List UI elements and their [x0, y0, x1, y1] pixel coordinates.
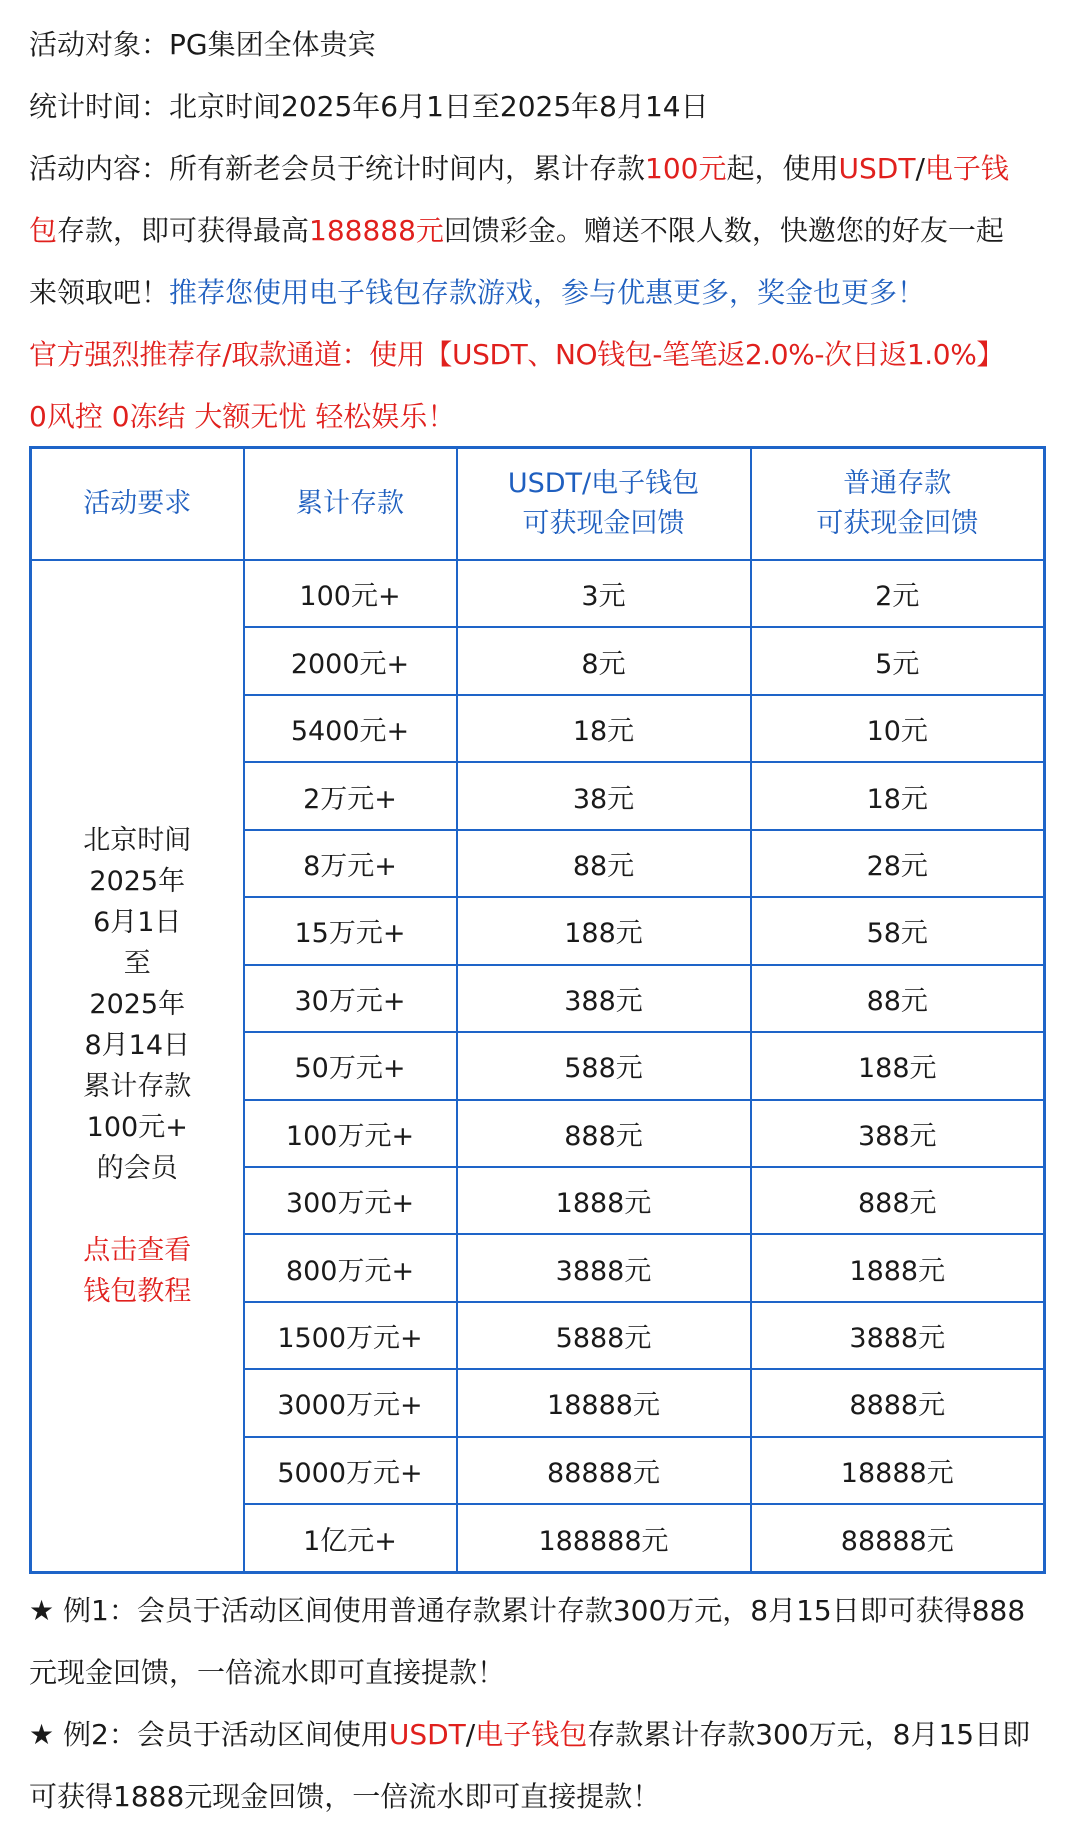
- usdt-reward-cell: 188888元: [457, 1504, 751, 1572]
- content-text: 所有新老会员于统计时间内，累计存款: [169, 152, 646, 185]
- usdt-reward-cell: 8元: [457, 627, 751, 694]
- example-2: [29, 1704, 1060, 1828]
- normal-reward-cell: 188元: [751, 1032, 1045, 1099]
- requirement-line: 2025年: [89, 989, 186, 1020]
- wallet-highlight: 电子钱: [924, 152, 1009, 185]
- deposit-cell: 1500万元+: [244, 1302, 457, 1369]
- usdt-reward-cell: 1888元: [457, 1167, 751, 1234]
- deposit-cell: 2000元+: [244, 627, 457, 694]
- usdt-reward-cell: 88888元: [457, 1437, 751, 1504]
- max-amount: 188888元: [309, 214, 444, 247]
- deposit-cell: 3000万元+: [244, 1369, 457, 1436]
- official-line-1: 官方强烈推荐存/取款通道：使用【USDT、NO钱包-笔笔返2.0%-次日返1.0%】: [29, 338, 1005, 371]
- header-requirement: 活动要求: [31, 448, 244, 561]
- usdt-reward-cell: 3888元: [457, 1234, 751, 1301]
- example-text: 存款累计存款300万元，8月15日即: [587, 1718, 1031, 1751]
- wallet-highlight: 包: [29, 214, 58, 247]
- content-text: 存款，即可获得最高: [57, 214, 310, 247]
- usdt-highlight: USDT: [388, 1718, 466, 1751]
- header-usdt-line2: 可获现金回馈: [522, 508, 685, 539]
- normal-reward-cell: 18888元: [751, 1437, 1045, 1504]
- deposit-cell: 8万元+: [244, 830, 457, 897]
- normal-reward-cell: 888元: [751, 1167, 1045, 1234]
- requirement-line: 至: [123, 948, 151, 979]
- table-row: [31, 560, 1045, 627]
- normal-reward-cell: 3888元: [751, 1302, 1045, 1369]
- requirement-line: 6月1日: [93, 907, 182, 938]
- target-value: PG集团全体贵宾: [169, 28, 376, 61]
- requirement-line: 北京时间: [83, 825, 192, 856]
- wallet-tutorial-link[interactable]: [32, 1230, 243, 1312]
- period-value: 北京时间2025年6月1日至2025年8月14日: [169, 90, 709, 123]
- deposit-cell: 15万元+: [244, 897, 457, 964]
- usdt-reward-cell: 88元: [457, 830, 751, 897]
- official-line-2: 0风控 0冻结 大额无忧 轻松娱乐！: [29, 400, 456, 433]
- header-normal-line2: 可获现金回馈: [816, 508, 979, 539]
- example-1-line1: ★ 例1：会员于活动区间使用普通存款累计存款300万元，8月15日即可获得888: [29, 1594, 1026, 1627]
- content-line-1: [29, 138, 1060, 200]
- usdt-reward-cell: 18元: [457, 695, 751, 762]
- content-text: 起，使用: [726, 152, 839, 185]
- content-text: /: [915, 152, 925, 185]
- deposit-cell: 2万元+: [244, 762, 457, 829]
- normal-reward-cell: 8888元: [751, 1369, 1045, 1436]
- normal-reward-cell: 1888元: [751, 1234, 1045, 1301]
- deposit-cell: 300万元+: [244, 1167, 457, 1234]
- normal-reward-cell: 10元: [751, 695, 1045, 762]
- deposit-cell: 5000万元+: [244, 1437, 457, 1504]
- recommend-text: 推荐您使用电子钱包存款游戏，参与优惠更多，奖金也更多！: [169, 276, 926, 309]
- example-2-line2: 可获得1888元现金回馈，一倍流水即可直接提款！: [29, 1780, 661, 1813]
- example-text: /: [465, 1718, 476, 1751]
- example-text: ★ 例2：会员于活动区间使用: [29, 1718, 389, 1751]
- usdt-reward-cell: 38元: [457, 762, 751, 829]
- normal-reward-cell: 18元: [751, 762, 1045, 829]
- target-label: 活动对象：: [29, 28, 170, 61]
- usdt-reward-cell: 588元: [457, 1032, 751, 1099]
- example-1-line2: 元现金回馈，一倍流水即可直接提款！: [29, 1656, 506, 1689]
- deposit-cell: 800万元+: [244, 1234, 457, 1301]
- deposit-cell: 100元+: [244, 560, 457, 627]
- requirement-line: 的会员: [96, 1153, 178, 1184]
- header-normal: [751, 448, 1045, 561]
- usdt-reward-cell: 188元: [457, 897, 751, 964]
- content-line-2: [29, 200, 1060, 262]
- normal-reward-cell: 2元: [751, 560, 1045, 627]
- example-2-line1: [29, 1704, 1060, 1766]
- deposit-cell: 5400元+: [244, 695, 457, 762]
- period-line: [29, 76, 1060, 138]
- target-line: [29, 14, 1060, 76]
- header-deposit: 累计存款: [244, 448, 457, 561]
- example-1: [29, 1580, 1060, 1704]
- requirement-line: 100元+: [86, 1112, 188, 1143]
- requirement-text: [32, 820, 243, 1189]
- requirement-cell: [31, 560, 244, 1573]
- normal-reward-cell: 388元: [751, 1100, 1045, 1167]
- usdt-reward-cell: 3元: [457, 560, 751, 627]
- usdt-reward-cell: 388元: [457, 965, 751, 1032]
- table-header-row: [31, 448, 1045, 561]
- deposit-cell: 30万元+: [244, 965, 457, 1032]
- header-usdt: [457, 448, 751, 561]
- usdt-reward-cell: 5888元: [457, 1302, 751, 1369]
- usdt-highlight: USDT: [838, 152, 916, 185]
- normal-reward-cell: 5元: [751, 627, 1045, 694]
- content-text: 来领取吧！: [29, 276, 170, 309]
- normal-reward-cell: 88888元: [751, 1504, 1045, 1572]
- header-normal-line1: 普通存款: [843, 468, 952, 499]
- wallet-highlight: 电子钱包: [475, 1718, 588, 1751]
- content-text: 回馈彩金。赠送不限人数，快邀您的好友一起: [443, 214, 1004, 247]
- normal-reward-cell: 88元: [751, 965, 1045, 1032]
- deposit-cell: 100万元+: [244, 1100, 457, 1167]
- usdt-reward-cell: 888元: [457, 1100, 751, 1167]
- usdt-reward-cell: 18888元: [457, 1369, 751, 1436]
- content-label: 活动内容：: [29, 152, 170, 185]
- requirement-line: 2025年: [89, 866, 186, 897]
- deposit-cell: 1亿元+: [244, 1504, 457, 1572]
- tutorial-line1: 点击查看: [83, 1235, 192, 1266]
- reward-table: [29, 446, 1046, 1574]
- normal-reward-cell: 58元: [751, 897, 1045, 964]
- requirement-line: 8月14日: [84, 1030, 191, 1061]
- tutorial-line2: 钱包教程: [83, 1276, 192, 1307]
- deposit-cell: 50万元+: [244, 1032, 457, 1099]
- content-line-3: [29, 262, 1060, 324]
- period-label: 统计时间：: [29, 90, 170, 123]
- normal-reward-cell: 28元: [751, 830, 1045, 897]
- min-amount: 100元: [645, 152, 727, 185]
- header-usdt-line1: USDT/电子钱包: [507, 468, 700, 499]
- requirement-line: 累计存款: [83, 1071, 192, 1102]
